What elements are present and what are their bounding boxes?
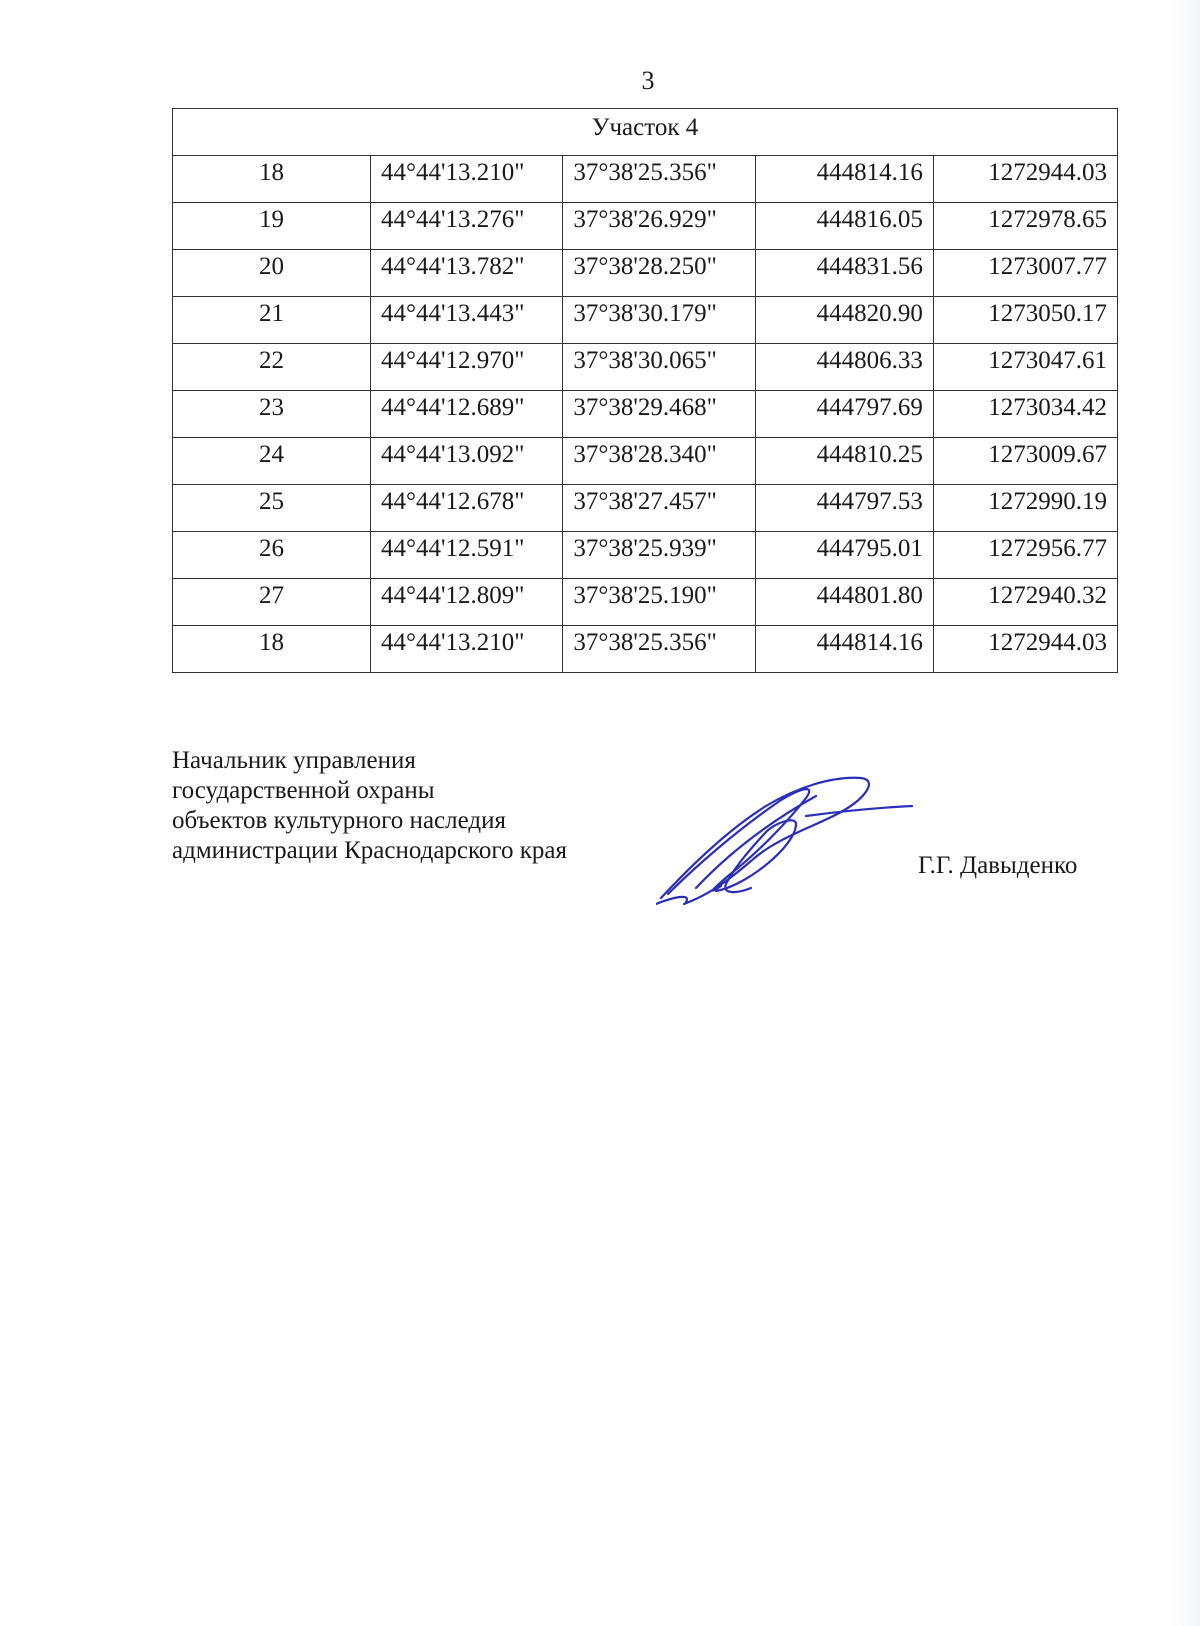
y-coordinate-cell: 1273007.77 (933, 250, 1117, 297)
latitude-cell: 44°44'13.092" (370, 438, 562, 485)
table-row (173, 344, 1118, 391)
y-coordinate-cell: 1272990.19 (933, 485, 1117, 532)
x-coordinate-cell: 444820.90 (755, 297, 933, 344)
latitude-cell: 44°44'12.591" (370, 532, 562, 579)
point-number-cell: 18 (173, 156, 371, 203)
coordinates-table (172, 108, 1118, 673)
latitude-cell: 44°44'13.443" (370, 297, 562, 344)
x-coordinate-cell: 444795.01 (755, 532, 933, 579)
signatory-title-line: объектов культурного наследия (172, 807, 506, 834)
x-coordinate-cell: 444810.25 (755, 438, 933, 485)
x-coordinate-cell: 444797.53 (755, 485, 933, 532)
longitude-cell: 37°38'29.468" (563, 391, 755, 438)
longitude-cell: 37°38'26.929" (563, 203, 755, 250)
table-row (173, 485, 1118, 532)
x-coordinate-cell: 444816.05 (755, 203, 933, 250)
y-coordinate-cell: 1272956.77 (933, 532, 1117, 579)
x-coordinate-cell: 444814.16 (755, 626, 933, 673)
signatory-title-line: администрации Краснодарского края (172, 837, 568, 864)
x-coordinate-cell: 444814.16 (755, 156, 933, 203)
latitude-cell: 44°44'12.809" (370, 579, 562, 626)
point-number-cell: 18 (173, 626, 371, 673)
y-coordinate-cell: 1272940.32 (933, 579, 1117, 626)
y-coordinate-cell: 1273050.17 (933, 297, 1117, 344)
longitude-cell: 37°38'25.939" (563, 532, 755, 579)
x-coordinate-cell: 444806.33 (755, 344, 933, 391)
scan-edge-shading (1170, 0, 1200, 1626)
latitude-cell: 44°44'13.276" (370, 203, 562, 250)
section-header-row (173, 109, 1118, 156)
table-row (173, 297, 1118, 344)
table-row (173, 626, 1118, 673)
latitude-cell: 44°44'13.782" (370, 250, 562, 297)
x-coordinate-cell: 444801.80 (755, 579, 933, 626)
point-number-cell: 25 (173, 485, 371, 532)
table-row (173, 250, 1118, 297)
longitude-cell: 37°38'30.179" (563, 297, 755, 344)
page-number: 3 (641, 66, 655, 95)
point-number-cell: 27 (173, 579, 371, 626)
table-row (173, 203, 1118, 250)
handwritten-signature (656, 776, 916, 916)
point-number-cell: 19 (173, 203, 371, 250)
longitude-cell: 37°38'25.356" (563, 156, 755, 203)
signatory-name: Г.Г. Давыденко (918, 852, 1078, 879)
signatory-title-line: государственной охраны (172, 777, 435, 804)
signatory-title-line: Начальник управления (172, 747, 416, 774)
y-coordinate-cell: 1272944.03 (933, 626, 1117, 673)
longitude-cell: 37°38'28.250" (563, 250, 755, 297)
point-number-cell: 26 (173, 532, 371, 579)
longitude-cell: 37°38'28.340" (563, 438, 755, 485)
point-number-cell: 21 (173, 297, 371, 344)
latitude-cell: 44°44'12.970" (370, 344, 562, 391)
y-coordinate-cell: 1273047.61 (933, 344, 1117, 391)
y-coordinate-cell: 1273034.42 (933, 391, 1117, 438)
table-row (173, 579, 1118, 626)
table-row (173, 438, 1118, 485)
y-coordinate-cell: 1272944.03 (933, 156, 1117, 203)
section-title: Участок 4 (173, 109, 1118, 156)
x-coordinate-cell: 444831.56 (755, 250, 933, 297)
table-row (173, 532, 1118, 579)
point-number-cell: 23 (173, 391, 371, 438)
latitude-cell: 44°44'13.210" (370, 626, 562, 673)
y-coordinate-cell: 1273009.67 (933, 438, 1117, 485)
table-row (173, 391, 1118, 438)
y-coordinate-cell: 1272978.65 (933, 203, 1117, 250)
point-number-cell: 20 (173, 250, 371, 297)
signatory-title (172, 746, 567, 866)
point-number-cell: 22 (173, 344, 371, 391)
table-row (173, 156, 1118, 203)
x-coordinate-cell: 444797.69 (755, 391, 933, 438)
longitude-cell: 37°38'27.457" (563, 485, 755, 532)
longitude-cell: 37°38'25.190" (563, 579, 755, 626)
latitude-cell: 44°44'12.689" (370, 391, 562, 438)
longitude-cell: 37°38'30.065" (563, 344, 755, 391)
longitude-cell: 37°38'25.356" (563, 626, 755, 673)
point-number-cell: 24 (173, 438, 371, 485)
latitude-cell: 44°44'13.210" (370, 156, 562, 203)
latitude-cell: 44°44'12.678" (370, 485, 562, 532)
